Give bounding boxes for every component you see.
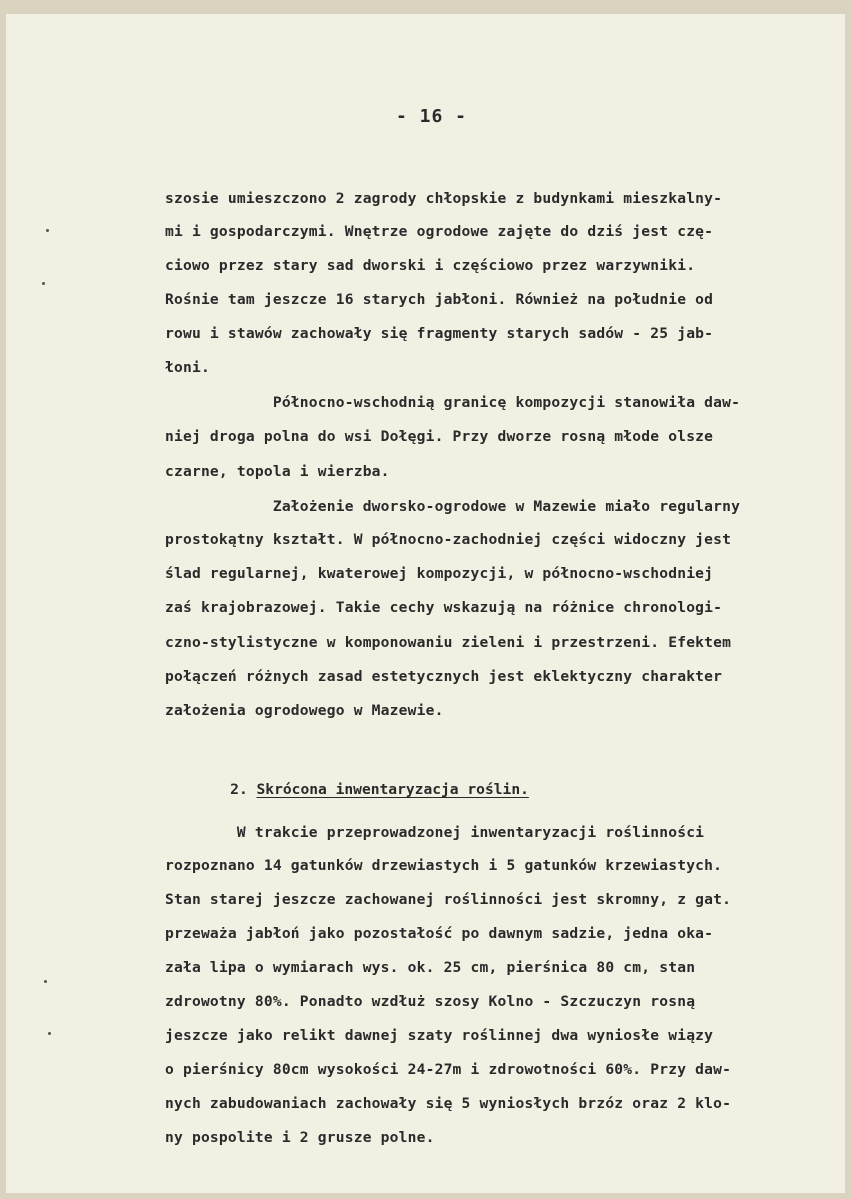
page-number: - 16 - xyxy=(395,106,468,127)
text-line: W trakcie przeprowadzonej inwentaryzacji roślinności xyxy=(165,824,705,841)
section-heading xyxy=(195,764,529,815)
text-line: zaś krajobrazowej. Takie cechy wskazują na różnice chronologi- xyxy=(165,599,723,616)
text-line: prostokątny kształt. W północno-zachodniej części widoczny jest xyxy=(165,531,732,548)
text-line: ny pospolite i 2 grusze polne. xyxy=(165,1129,435,1146)
margin-mark xyxy=(46,229,49,232)
text-line: jeszcze jako relikt dawnej szaty roślinnej dwa wyniosłe wiązy xyxy=(165,1027,714,1044)
text-line: Północno-wschodnią granicę kompozycji stanowiła daw- xyxy=(165,394,741,411)
text-line: łoni. xyxy=(165,359,210,376)
text-line: Założenie dworsko-ogrodowe w Mazewie miało regularny xyxy=(165,498,741,515)
text-line: nych zabudowaniach zachowały się 5 wyniosłych brzóz oraz 2 klo- xyxy=(165,1095,732,1112)
text-line: zdrowotny 80%. Ponadto wzdłuż szosy Kolno - Szczuczyn rosną xyxy=(165,993,696,1010)
text-line: niej droga polna do wsi Dołęgi. Przy dworze rosną młode olsze xyxy=(165,428,714,445)
text-line: czno-stylistyczne w komponowaniu zieleni i przestrzeni. Efektem xyxy=(165,634,732,651)
margin-mark xyxy=(42,282,45,285)
text-line: założenia ogrodowego w Mazewie. xyxy=(165,702,444,719)
section-title: Skrócona inwentaryzacja roślin. xyxy=(256,781,529,798)
text-line: przeważa jabłoń jako pozostałość po dawnym sadzie, jedna oka- xyxy=(165,925,714,942)
text-line: mi i gospodarczymi. Wnętrze ogrodowe zajęte do dziś jest czę- xyxy=(165,223,714,240)
text-line: ślad regularnej, kwaterowej kompozycji, w północno-wschodniej xyxy=(165,565,714,582)
text-line: Stan starej jeszcze zachowanej roślinności jest skromny, z gat. xyxy=(165,891,732,908)
text-line: Rośnie tam jeszcze 16 starych jabłoni. Również na południe od xyxy=(165,291,714,308)
text-line: ciowo przez stary sad dworski i częściowo przez warzywniki. xyxy=(165,257,696,274)
section-number: 2. xyxy=(230,781,257,798)
margin-mark xyxy=(44,980,47,983)
text-line: szosie umieszczono 2 zagrody chłopskie z budynkami mieszkalny- xyxy=(165,190,723,207)
margin-mark xyxy=(48,1032,51,1035)
text-line: połączeń różnych zasad estetycznych jest eklektyczny charakter xyxy=(165,668,723,685)
text-line: zała lipa o wymiarach wys. ok. 25 cm, pierśnica 80 cm, stan xyxy=(165,959,696,976)
text-line: czarne, topola i wierzba. xyxy=(165,463,390,480)
text-line: rowu i stawów zachowały się fragmenty starych sadów - 25 jab- xyxy=(165,325,714,342)
text-line: rozpoznano 14 gatunków drzewiastych i 5 gatunków krzewiastych. xyxy=(165,857,723,874)
text-line: o pierśnicy 80cm wysokości 24-27m i zdrowotności 60%. Przy daw- xyxy=(165,1061,732,1078)
